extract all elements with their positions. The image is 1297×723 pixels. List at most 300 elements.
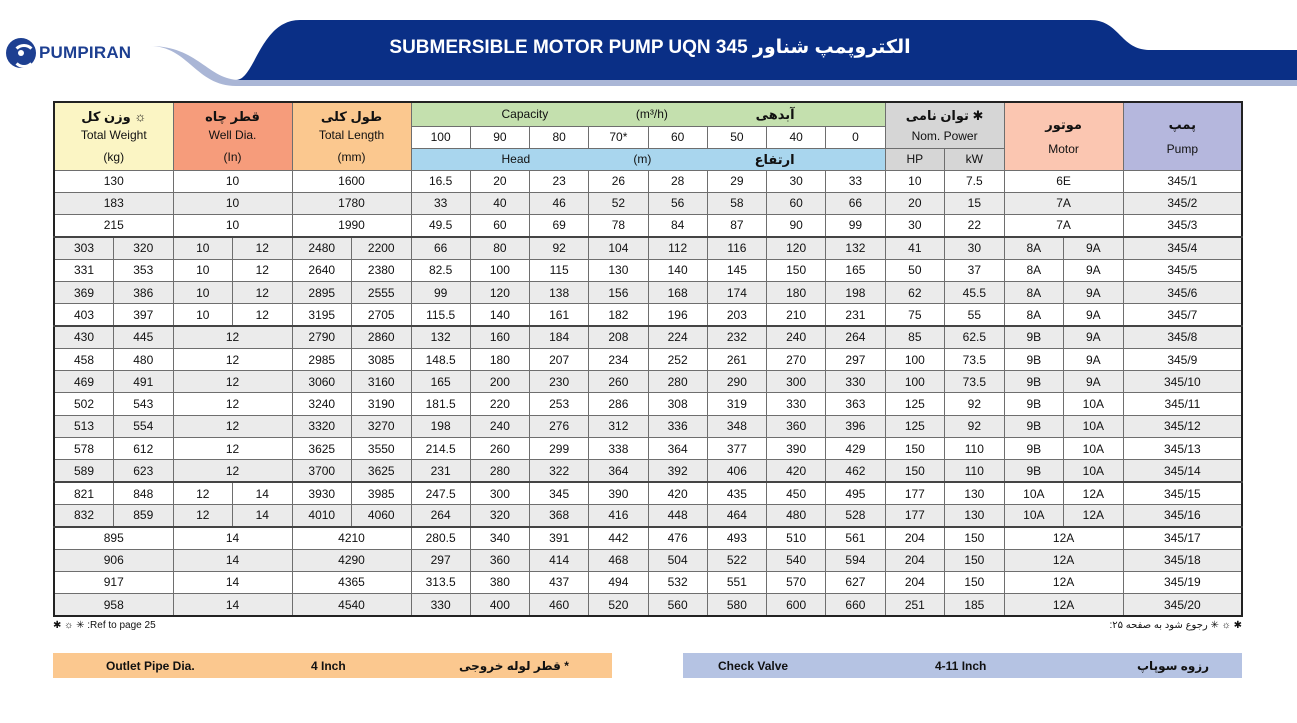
motor-cell: 10A <box>1004 504 1064 526</box>
weight-cell: 502 <box>54 393 114 415</box>
motor-cell: 10A <box>1064 460 1124 482</box>
weight-cell: 320 <box>114 237 174 259</box>
weight-cell: 543 <box>114 393 174 415</box>
head-cell: 660 <box>826 594 885 616</box>
well-dia-cell: 10 <box>173 192 292 214</box>
pump-model-cell: 345/10 <box>1123 371 1242 393</box>
header-banner <box>0 0 1297 90</box>
power-kw-cell: 73.5 <box>945 348 1005 370</box>
table-row <box>54 393 1242 415</box>
head-cell: 231 <box>826 304 885 326</box>
head-cell: 207 <box>530 348 589 370</box>
head-cell: 240 <box>767 326 826 348</box>
length-cell: 2985 <box>292 348 352 370</box>
head-cell: 510 <box>767 527 826 549</box>
table-row <box>54 571 1242 593</box>
weight-cell: 130 <box>54 170 173 192</box>
well-dia-cell: 12 <box>173 326 292 348</box>
head-cell: 286 <box>589 393 648 415</box>
motor-cell: 12A <box>1064 482 1124 504</box>
weight-cell: 612 <box>114 438 174 460</box>
table-row <box>54 527 1242 549</box>
weight-cell: 458 <box>54 348 114 370</box>
power-kw-cell: 130 <box>945 504 1005 526</box>
power-hp-cell: 100 <box>885 348 945 370</box>
col-header-motor <box>1004 102 1123 170</box>
outlet-label-fa: قطر لوله خروجی * <box>459 658 569 673</box>
weight-cell: 445 <box>114 326 174 348</box>
well-dia-cell: 12 <box>173 348 292 370</box>
length-cell: 4540 <box>292 594 411 616</box>
power-hp-cell: 150 <box>885 438 945 460</box>
pump-model-cell: 345/11 <box>1123 393 1242 415</box>
motor-cell: 8A <box>1004 259 1064 281</box>
head-cell: 224 <box>648 326 707 348</box>
motor-cell: 12A <box>1004 571 1123 593</box>
head-cell: 145 <box>707 259 766 281</box>
pump-model-cell: 345/19 <box>1123 571 1242 593</box>
check-valve-bar <box>683 653 1242 678</box>
power-hp-cell: 10 <box>885 170 945 192</box>
pumpiran-logo <box>6 38 131 68</box>
head-unit: (m) <box>633 151 652 166</box>
col-header-length <box>292 102 411 170</box>
well-dia-cell: 12 <box>173 393 292 415</box>
head-cell: 480 <box>767 504 826 526</box>
table-row <box>54 594 1242 616</box>
head-cell: 40 <box>470 192 529 214</box>
pump-model-cell: 345/18 <box>1123 549 1242 571</box>
head-cell: 276 <box>530 415 589 437</box>
weight-cell: 303 <box>54 237 114 259</box>
table-row <box>54 482 1242 504</box>
pump-model-cell: 345/4 <box>1123 237 1242 259</box>
well-dia-cell: 12 <box>173 482 233 504</box>
well-dia-cell: 10 <box>173 215 292 237</box>
length-cell: 1600 <box>292 170 411 192</box>
weight-cell: 554 <box>114 415 174 437</box>
table-row <box>54 348 1242 370</box>
head-cell: 90 <box>767 215 826 237</box>
power-kw-header: kW <box>945 148 1005 170</box>
length-cell: 4060 <box>352 504 412 526</box>
weight-cell: 369 <box>54 281 114 303</box>
head-cell: 132 <box>411 326 470 348</box>
head-cell: 504 <box>648 549 707 571</box>
pump-spec-table <box>53 101 1243 617</box>
table-row <box>54 415 1242 437</box>
reference-note-fa <box>1109 620 1242 631</box>
head-cell: 340 <box>470 527 529 549</box>
head-cell: 360 <box>470 549 529 571</box>
page-title: SUBMERSIBLE MOTOR PUMP UQN 345 الکتروپمپ شناور <box>389 37 911 58</box>
head-cell: 180 <box>470 348 529 370</box>
col-header-length-en: Total Length <box>318 127 385 142</box>
head-cell: 322 <box>530 460 589 482</box>
power-hp-cell: 125 <box>885 393 945 415</box>
power-hp-cell: 75 <box>885 304 945 326</box>
head-cell: 92 <box>530 237 589 259</box>
head-cell: 493 <box>707 527 766 549</box>
head-cell: 60 <box>470 215 529 237</box>
weight-cell: 403 <box>54 304 114 326</box>
motor-cell: 9A <box>1064 348 1124 370</box>
head-cell: 33 <box>411 192 470 214</box>
head-cell: 627 <box>826 571 885 593</box>
motor-cell: 12A <box>1064 504 1124 526</box>
table-row <box>54 438 1242 460</box>
weight-cell: 578 <box>54 438 114 460</box>
head-cell: 348 <box>707 415 766 437</box>
power-kw-cell: 62.5 <box>945 326 1005 348</box>
head-cell: 464 <box>707 504 766 526</box>
pump-model-cell: 345/12 <box>1123 415 1242 437</box>
head-cell: 156 <box>589 281 648 303</box>
head-cell: 203 <box>707 304 766 326</box>
head-cell: 400 <box>470 594 529 616</box>
well-dia-cell: 10 <box>173 259 233 281</box>
head-cell: 462 <box>826 460 885 482</box>
well-dia-cell: 14 <box>233 504 293 526</box>
table-row <box>54 215 1242 237</box>
weight-cell: 183 <box>54 192 173 214</box>
weight-cell: 430 <box>54 326 114 348</box>
head-cell: 69 <box>530 215 589 237</box>
table-row <box>54 237 1242 259</box>
well-dia-cell: 14 <box>173 594 292 616</box>
motor-cell: 10A <box>1004 482 1064 504</box>
motor-cell: 9B <box>1004 393 1064 415</box>
head-cell: 476 <box>648 527 707 549</box>
weight-cell: 906 <box>54 549 173 571</box>
weight-cell: 386 <box>114 281 174 303</box>
head-cell: 49.5 <box>411 215 470 237</box>
well-dia-cell: 10 <box>173 170 292 192</box>
head-cell: 115 <box>530 259 589 281</box>
head-cell: 540 <box>767 549 826 571</box>
reference-note-en <box>53 620 156 631</box>
head-cell: 52 <box>589 192 648 214</box>
head-cell: 420 <box>648 482 707 504</box>
weight-cell: 958 <box>54 594 173 616</box>
power-kw-cell: 92 <box>945 415 1005 437</box>
pump-model-cell: 345/20 <box>1123 594 1242 616</box>
head-cell: 377 <box>707 438 766 460</box>
length-cell: 3190 <box>352 393 412 415</box>
head-cell: 208 <box>589 326 648 348</box>
head-cell: 16.5 <box>411 170 470 192</box>
head-cell: 46 <box>530 192 589 214</box>
head-cell: 115.5 <box>411 304 470 326</box>
length-cell: 3320 <box>292 415 352 437</box>
head-cell: 260 <box>470 438 529 460</box>
head-cell: 130 <box>589 259 648 281</box>
head-cell: 78 <box>589 215 648 237</box>
power-kw-cell: 150 <box>945 549 1005 571</box>
col-header-length-unit: (mm) <box>337 149 366 164</box>
length-cell: 3550 <box>352 438 412 460</box>
power-hp-cell: 30 <box>885 215 945 237</box>
head-cell: 234 <box>589 348 648 370</box>
length-cell: 3270 <box>352 415 412 437</box>
col-header-well-en: Well Dia. <box>208 127 257 142</box>
col-header-well-fa: قطر چاه <box>205 108 260 124</box>
well-dia-cell: 12 <box>233 259 293 281</box>
power-kw-cell: 130 <box>945 482 1005 504</box>
head-cell: 299 <box>530 438 589 460</box>
length-cell: 2380 <box>352 259 412 281</box>
flow-value: 80 <box>530 126 589 148</box>
length-cell: 3240 <box>292 393 352 415</box>
head-cell: 391 <box>530 527 589 549</box>
head-cell: 29 <box>707 170 766 192</box>
head-cell: 198 <box>826 281 885 303</box>
power-kw-cell: 73.5 <box>945 371 1005 393</box>
length-cell: 3195 <box>292 304 352 326</box>
head-cell: 264 <box>826 326 885 348</box>
head-cell: 214.5 <box>411 438 470 460</box>
table-row <box>54 170 1242 192</box>
weight-cell: 480 <box>114 348 174 370</box>
well-dia-cell: 14 <box>173 571 292 593</box>
head-cell: 396 <box>826 415 885 437</box>
head-cell: 99 <box>826 215 885 237</box>
power-kw-cell: 30 <box>945 237 1005 259</box>
length-cell: 2790 <box>292 326 352 348</box>
weight-cell: 513 <box>54 415 114 437</box>
head-cell: 528 <box>826 504 885 526</box>
head-cell: 460 <box>530 594 589 616</box>
length-cell: 2640 <box>292 259 352 281</box>
head-cell: 116 <box>707 237 766 259</box>
pump-model-cell: 345/13 <box>1123 438 1242 460</box>
outlet-value: 4 Inch <box>311 658 346 673</box>
weight-cell: 469 <box>54 371 114 393</box>
head-cell: 230 <box>530 371 589 393</box>
length-cell: 1990 <box>292 215 411 237</box>
well-dia-cell: 12 <box>173 504 233 526</box>
table-row <box>54 192 1242 214</box>
check-valve-label-fa: رزوه سوپاپ <box>1137 658 1210 673</box>
head-cell: 560 <box>648 594 707 616</box>
head-cell: 26 <box>589 170 648 192</box>
motor-cell: 12A <box>1004 527 1123 549</box>
length-cell: 4010 <box>292 504 352 526</box>
length-cell: 4290 <box>292 549 411 571</box>
pump-label-en: Pump <box>1166 141 1199 156</box>
well-dia-cell: 12 <box>173 438 292 460</box>
head-cell: 319 <box>707 393 766 415</box>
head-cell: 161 <box>530 304 589 326</box>
length-cell: 3625 <box>292 438 352 460</box>
head-cell: 297 <box>826 348 885 370</box>
power-hp-cell: 62 <box>885 281 945 303</box>
motor-label-en: Motor <box>1048 141 1079 156</box>
length-cell: 3625 <box>352 460 412 482</box>
motor-cell: 12A <box>1004 594 1123 616</box>
motor-cell: 7A <box>1004 215 1123 237</box>
head-cell: 165 <box>411 371 470 393</box>
head-cell: 148.5 <box>411 348 470 370</box>
head-cell: 594 <box>826 549 885 571</box>
col-header-well-unit: (In) <box>223 149 242 164</box>
table-body <box>54 102 1242 616</box>
head-cell: 308 <box>648 393 707 415</box>
power-hp-cell: 204 <box>885 527 945 549</box>
head-cell: 437 <box>530 571 589 593</box>
head-cell: 561 <box>826 527 885 549</box>
head-cell: 20 <box>470 170 529 192</box>
well-dia-cell: 10 <box>173 304 233 326</box>
motor-cell: 9A <box>1064 237 1124 259</box>
head-cell: 450 <box>767 482 826 504</box>
head-cell: 390 <box>767 438 826 460</box>
col-header-capacity <box>411 102 885 126</box>
head-cell: 198 <box>411 415 470 437</box>
reference-note-en-text: ✱ ☼ ✳ :Ref to page 25 <box>53 620 156 631</box>
power-hp-cell: 177 <box>885 482 945 504</box>
motor-label-fa: موتور <box>1045 116 1082 132</box>
length-cell: 2555 <box>352 281 412 303</box>
power-kw-cell: 7.5 <box>945 170 1005 192</box>
table-row <box>54 371 1242 393</box>
head-cell: 551 <box>707 571 766 593</box>
weight-cell: 859 <box>114 504 174 526</box>
head-cell: 336 <box>648 415 707 437</box>
motor-cell: 9A <box>1064 371 1124 393</box>
head-cell: 181.5 <box>411 393 470 415</box>
weight-cell: 917 <box>54 571 173 593</box>
head-cell: 60 <box>767 192 826 214</box>
head-cell: 100 <box>470 259 529 281</box>
weight-cell: 821 <box>54 482 114 504</box>
weight-cell: 623 <box>114 460 174 482</box>
outlet-pipe-bar <box>53 653 612 678</box>
head-cell: 448 <box>648 504 707 526</box>
head-cell: 380 <box>470 571 529 593</box>
head-cell: 280 <box>470 460 529 482</box>
length-cell: 2895 <box>292 281 352 303</box>
head-cell: 300 <box>470 482 529 504</box>
well-dia-cell: 12 <box>233 281 293 303</box>
head-cell: 220 <box>470 393 529 415</box>
power-kw-cell: 45.5 <box>945 281 1005 303</box>
well-dia-cell: 14 <box>173 549 292 571</box>
length-cell: 4365 <box>292 571 411 593</box>
pump-model-cell: 345/7 <box>1123 304 1242 326</box>
head-cell: 360 <box>767 415 826 437</box>
well-dia-cell: 12 <box>173 371 292 393</box>
power-kw-cell: 150 <box>945 527 1005 549</box>
head-cell: 174 <box>707 281 766 303</box>
logo-text: PUMPIRAN <box>39 43 132 62</box>
table-row <box>54 304 1242 326</box>
power-kw-cell: 110 <box>945 460 1005 482</box>
head-cell: 260 <box>589 371 648 393</box>
head-cell: 231 <box>411 460 470 482</box>
pump-model-cell: 345/6 <box>1123 281 1242 303</box>
well-dia-cell: 10 <box>173 237 233 259</box>
head-cell: 196 <box>648 304 707 326</box>
head-cell: 120 <box>767 237 826 259</box>
head-cell: 112 <box>648 237 707 259</box>
weight-cell: 832 <box>54 504 114 526</box>
head-cell: 270 <box>767 348 826 370</box>
col-header-power <box>885 102 1004 148</box>
head-cell: 138 <box>530 281 589 303</box>
head-cell: 570 <box>767 571 826 593</box>
capacity-label-en: Capacity <box>501 106 549 121</box>
head-cell: 252 <box>648 348 707 370</box>
capacity-label-fa: آبدهی <box>755 106 795 122</box>
head-cell: 532 <box>648 571 707 593</box>
weight-cell: 331 <box>54 259 114 281</box>
motor-cell: 7A <box>1004 192 1123 214</box>
well-dia-cell: 12 <box>233 237 293 259</box>
flow-value: 0 <box>826 126 885 148</box>
well-dia-cell: 14 <box>173 527 292 549</box>
head-cell: 80 <box>470 237 529 259</box>
head-cell: 84 <box>648 215 707 237</box>
motor-cell: 6E <box>1004 170 1123 192</box>
head-cell: 33 <box>826 170 885 192</box>
length-cell: 3085 <box>352 348 412 370</box>
head-cell: 363 <box>826 393 885 415</box>
head-cell: 390 <box>589 482 648 504</box>
flow-value: 70* <box>589 126 648 148</box>
head-cell: 150 <box>767 259 826 281</box>
check-valve-label-en: Check Valve <box>718 658 789 673</box>
head-cell: 520 <box>589 594 648 616</box>
pump-model-cell: 345/2 <box>1123 192 1242 214</box>
length-cell: 3985 <box>352 482 412 504</box>
power-hp-cell: 50 <box>885 259 945 281</box>
col-header-weight <box>54 102 173 170</box>
flow-value: 50 <box>707 126 766 148</box>
table-row <box>54 460 1242 482</box>
head-cell: 168 <box>648 281 707 303</box>
weight-cell: 895 <box>54 527 173 549</box>
head-cell: 406 <box>707 460 766 482</box>
head-cell: 368 <box>530 504 589 526</box>
motor-cell: 9B <box>1004 326 1064 348</box>
col-header-pump <box>1123 102 1242 170</box>
head-cell: 435 <box>707 482 766 504</box>
flow-value: 60 <box>648 126 707 148</box>
head-cell: 182 <box>589 304 648 326</box>
head-cell: 160 <box>470 326 529 348</box>
head-cell: 58 <box>707 192 766 214</box>
head-cell: 23 <box>530 170 589 192</box>
head-cell: 320 <box>470 504 529 526</box>
flow-value: 100 <box>411 126 470 148</box>
head-cell: 253 <box>530 393 589 415</box>
capacity-unit: (m³/h) <box>635 106 668 121</box>
motor-cell: 9A <box>1064 304 1124 326</box>
table-row <box>54 326 1242 348</box>
reference-note-fa-text: :رجوع شود به صفحه ۲۵ ✳ ☼ ✱ <box>1109 620 1242 631</box>
head-cell: 420 <box>767 460 826 482</box>
motor-cell: 9A <box>1064 281 1124 303</box>
head-cell: 66 <box>411 237 470 259</box>
length-cell: 3700 <box>292 460 352 482</box>
head-cell: 330 <box>767 393 826 415</box>
power-hp-cell: 41 <box>885 237 945 259</box>
motor-cell: 9B <box>1004 438 1064 460</box>
head-label-fa: ارتفاع <box>754 151 795 167</box>
col-header-head <box>411 148 885 170</box>
head-cell: 104 <box>589 237 648 259</box>
